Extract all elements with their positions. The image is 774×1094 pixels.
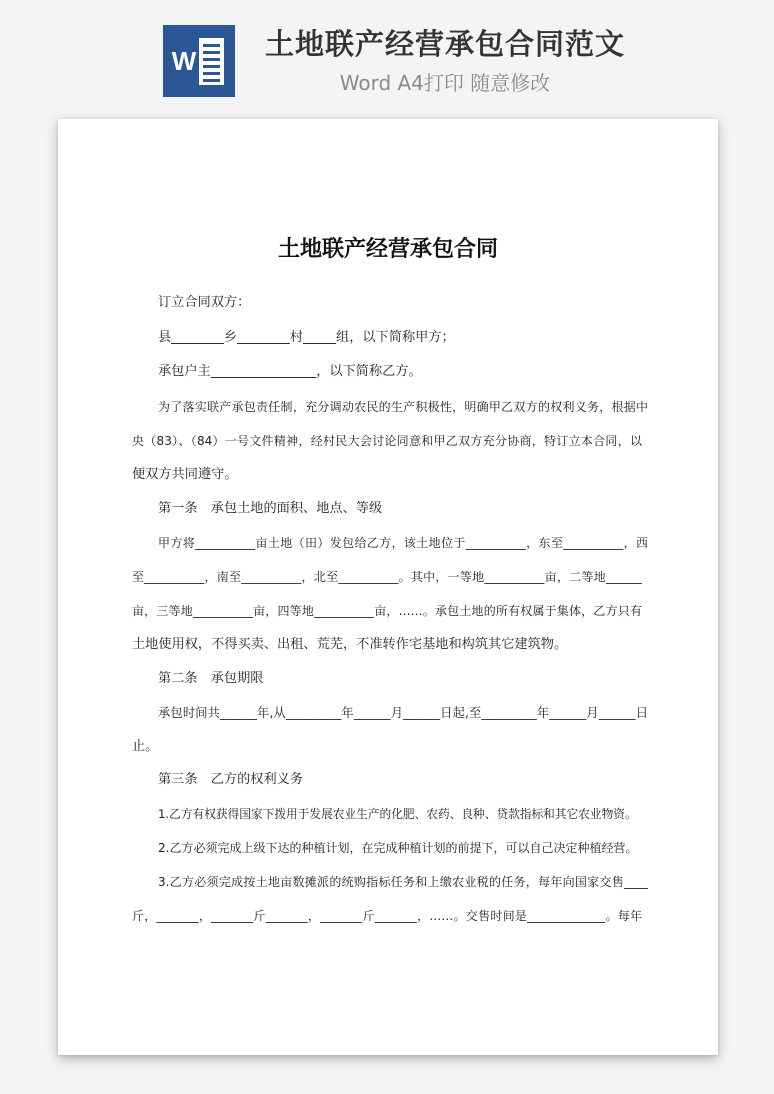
header-title: 土地联产经营承包合同范文: [264, 27, 625, 61]
doc-line: 承包时间共______年,从_________年______月______日起,至_________年______月______日: [158, 706, 648, 720]
header-subtitle: Word A4打印 随意修改: [339, 71, 551, 95]
doc-line: 第一条 承包土地的面积、地点、等级: [158, 501, 383, 516]
doc-line: 甲方将__________亩土地（田）发包给乙方，该土地位于__________，东至__________，西: [158, 536, 648, 550]
doc-line: 为了落实联产承包责任制，充分调动农民的生产积极性，明确甲乙双方的权利义务，根据中: [158, 400, 648, 414]
doc-line: 第二条 承包期限: [158, 671, 264, 686]
word-document-icon: [163, 25, 235, 97]
doc-line: 斤，_______，_______斤_______，_______斤_______，……。交售时间是_____________。每年: [132, 909, 642, 923]
doc-line: 1.乙方有权获得国家下拨用于发展农业生产的化肥、农药、良种、贷款指标和其它农业物资。: [158, 807, 637, 821]
doc-line: 止。: [132, 739, 159, 754]
doc-line: 3.乙方必须完成按土地亩数摊派的统购指标任务和上缴农业税的任务，每年向国家交售____: [158, 875, 648, 889]
doc-line: 亩，三等地__________亩，四等地__________亩，……。承包土地的所有权属于集体，乙方只有: [132, 604, 642, 618]
document-title: 土地联产经营承包合同: [277, 237, 498, 262]
page-header: [0, 0, 774, 118]
document-page: [58, 119, 718, 1055]
doc-line: 县________乡________村_____组，以下简称甲方；: [158, 330, 455, 345]
svg-text:W: W: [171, 46, 197, 76]
doc-line: 第三条 乙方的权利义务: [158, 772, 304, 787]
doc-line: 承包户主________________，以下简称乙方。: [158, 364, 422, 379]
doc-line: 2.乙方必须完成上级下达的种植计划，在完成种植计划的前提下，可以自己决定种植经营。: [158, 841, 638, 855]
doc-line: 央（83）、（84）一号文件精神，经村民大会讨论同意和甲乙双方充分协商，特订立本合同，以: [132, 434, 642, 448]
doc-line: 订立合同双方：: [158, 295, 251, 310]
doc-line: 土地使用权，不得买卖、出租、荒芜，不准转作宅基地和构筑其它建筑物。: [132, 637, 568, 652]
doc-line: 便双方共同遵守。: [132, 467, 238, 482]
doc-line: 至__________，南至__________，北至__________。其中，一等地__________亩，二等地______: [132, 570, 642, 584]
